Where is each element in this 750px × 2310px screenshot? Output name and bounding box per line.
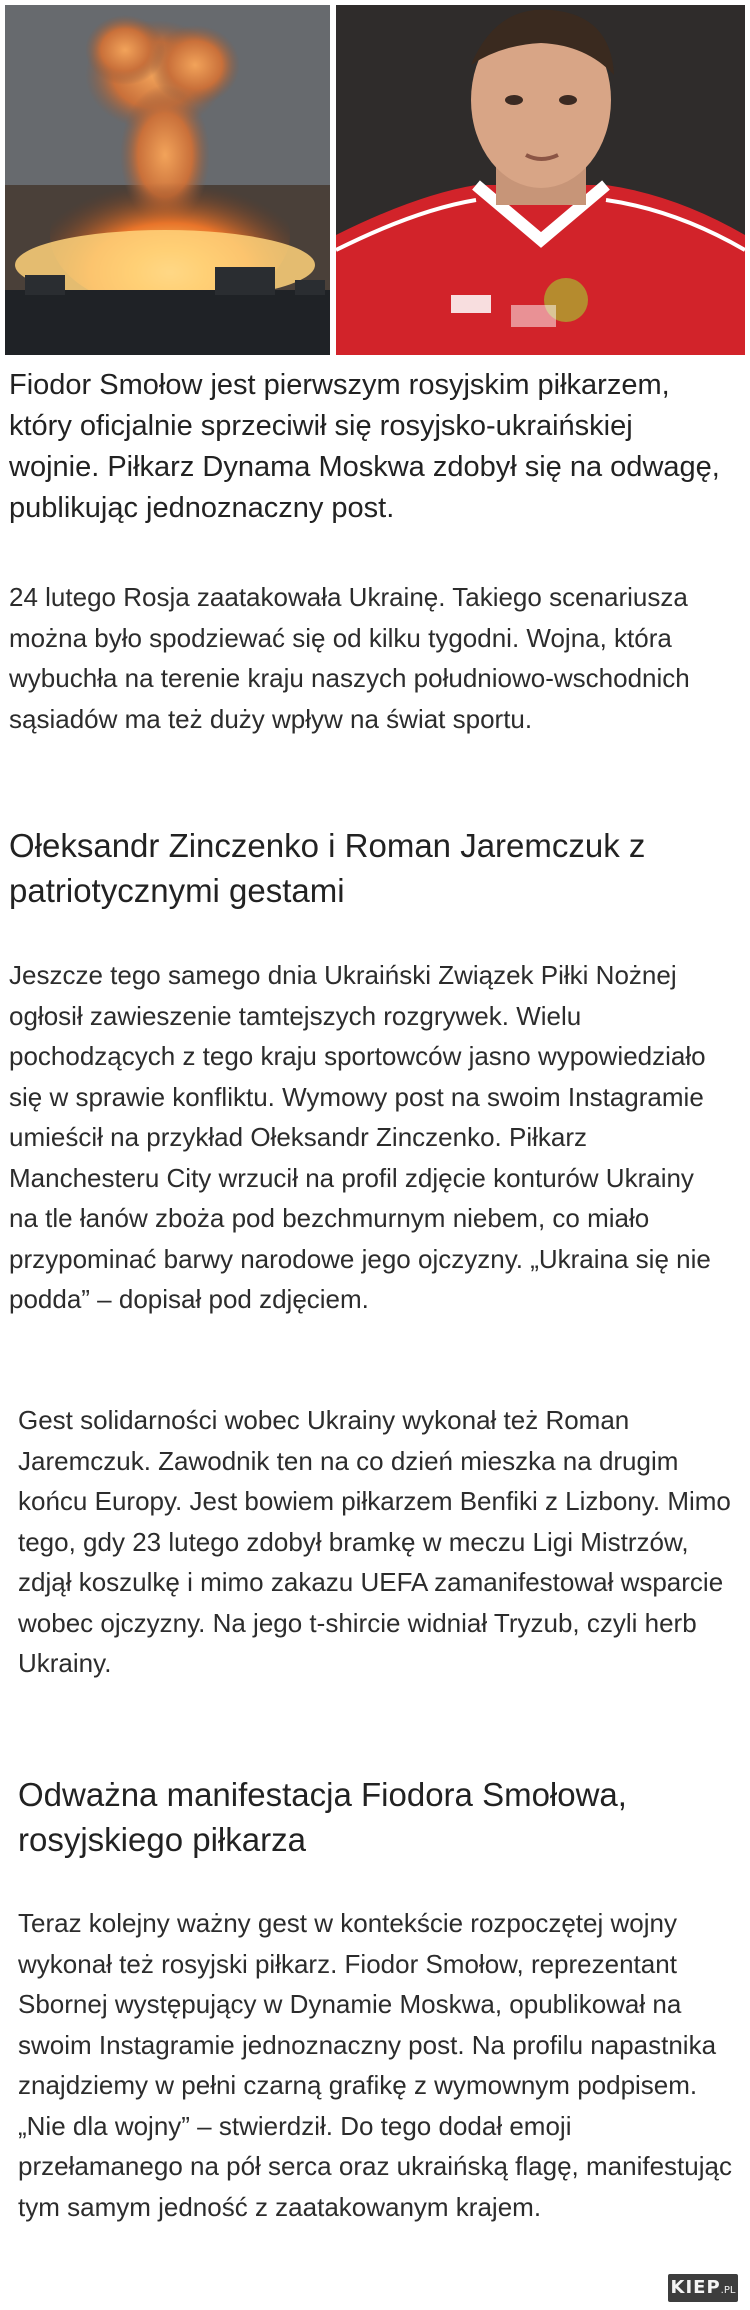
article-paragraph-2: Jeszcze tego samego dnia Ukraiński Związek Piłki Nożnej ogłosił zawieszenie tamtejszych rozgrywek. Wielu pochodzących z tego kraju sportowców jasno wypowiedziało się w sprawie konfliktu. Wymowy post na swoim Instagramie umieścił na przykład Ołeksandr Zinczenko. Piłkarz Manchesteru City wrzucił na profil zdjęcie konturów Ukrainy na tle łanów zboża pod bezchmurnym niebem, co miało przypominać barwy narodowe jego ojczyzny. „Ukraina się nie podda” – dopisał pod zdjęciem. <box>9 960 711 1314</box>
explosion-illustration <box>5 5 330 355</box>
explosion-photo <box>5 5 330 355</box>
article-paragraph-3: Gest solidarności wobec Ukrainy wykonał też Roman Jaremczuk. Zawodnik ten na co dzień mieszka na drugim końcu Europy. Jest bowiem piłkarzem Benfiki z Lizbony. Mimo tego, gdy 23 lutego zdobył bramkę w meczu Ligi Mistrzów, zdjął koszulkę i mimo zakazu UEFA zamanifestował wsparcie wobec ojczyzny. Na jego t-shircie widniał Tryzub, czyli herb Ukrainy. <box>18 1405 731 1678</box>
site-watermark-logo <box>668 2274 738 2302</box>
footballer-illustration <box>336 5 745 355</box>
article-paragraph-4: Teraz kolejny ważny gest w kontekście rozpoczętej wojny wykonał też rosyjski piłkarz. Fiodor Smołow, reprezentant Sbornej występujący w Dynamie Moskwa, opublikował na swoim Instagramie jednoznaczny post. Na profilu napastnika znajdziemy w pełni czarną grafikę z wymownym podpisem. „Nie dla wojny” – stwierdził. Do tego dodał emoji przełamanego na pół serca oraz ukraińską flagę, manifestując tym samym jedność z zaatakowanym krajem. <box>18 1908 732 2222</box>
article-heading-2: Odważna manifestacja Fiodora Smołowa, rosyjskiego piłkarza <box>18 1776 627 1858</box>
article-lead: Fiodor Smołow jest pierwszym rosyjskim piłkarzem, który oficjalnie sprzeciwił się rosyjsko-ukraińskiej wojnie. Piłkarz Dynama Moskwa zdobył się na odwagę, publikując jednoznaczny post. <box>9 369 720 524</box>
footballer-portrait-photo <box>336 5 745 355</box>
article-heading-1: Ołeksandr Zinczenko i Roman Jaremczuk z patriotycznymi gestami <box>9 827 646 909</box>
article-paragraph-1: 24 lutego Rosja zaatakowała Ukrainę. Takiego scenariusza można było spodziewać się od kilku tygodni. Wojna, która wybuchła na terenie kraju naszych południowo-wschodnich sąsiadów ma też duży wpływ na świat sportu. <box>9 582 690 734</box>
hero-image-collage <box>5 5 745 355</box>
watermark-suffix: .PL <box>720 2285 736 2296</box>
watermark-main: KIEP <box>670 2277 721 2298</box>
